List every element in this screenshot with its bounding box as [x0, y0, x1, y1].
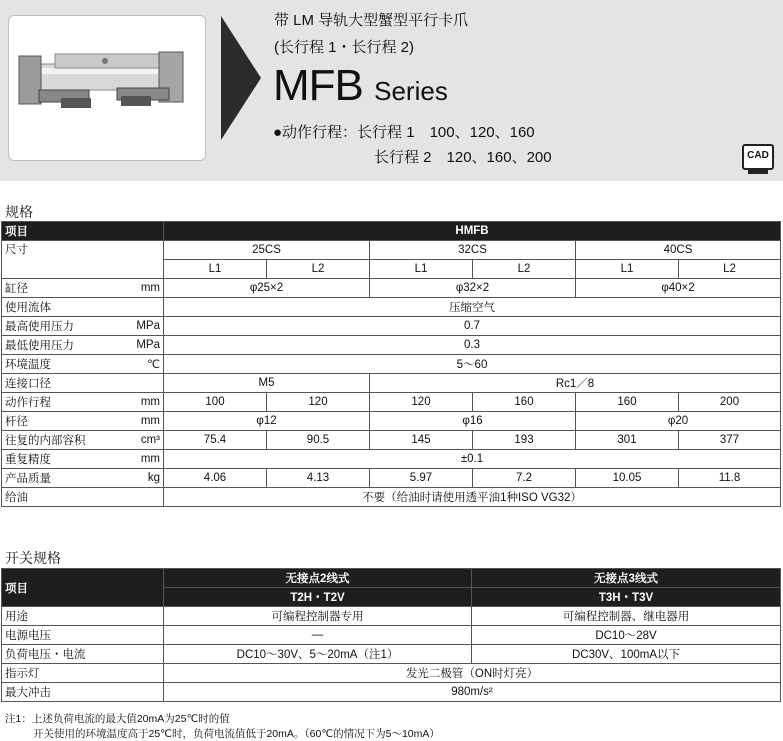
switch-cell: 发光二极管（ON时灯亮） — [164, 664, 781, 683]
spec-row-label: 最高使用压力 — [2, 317, 122, 336]
spec-subcol: L2 — [473, 260, 576, 279]
spec-cell: 11.8 — [679, 469, 781, 488]
spec-row — [2, 450, 781, 469]
spec-row-label: 动作行程 — [2, 393, 122, 412]
spec-row-label: 缸径 — [2, 279, 122, 298]
spec-cell: 5～60 — [164, 355, 781, 374]
spec-subcol: L1 — [370, 260, 473, 279]
spec-row-unit: ℃ — [122, 355, 164, 374]
title-line2: (长行程 1・长行程 2) — [274, 39, 415, 56]
series-main: MFB — [273, 61, 363, 110]
spec-subcol: L2 — [267, 260, 370, 279]
spec-cell: 10.05 — [576, 469, 679, 488]
switch-header-row — [2, 569, 781, 588]
spec-subcol: L1 — [164, 260, 267, 279]
arrow-graphic — [221, 16, 261, 140]
note-1: 注1：上述负荷电流的最大值20mA为25℃时的值 — [5, 713, 230, 725]
spec-cell: 377 — [679, 431, 781, 450]
spec-cell: ±0.1 — [164, 450, 781, 469]
spec-size-label: 尺寸 — [2, 241, 164, 279]
spec-cell: 200 — [679, 393, 781, 412]
spec-row-unit: mm — [122, 450, 164, 469]
spec-row — [2, 374, 781, 393]
switch-row-label: 用途 — [2, 607, 164, 626]
spec-cell: 90.5 — [267, 431, 370, 450]
cad-icon: CAD — [742, 144, 774, 170]
spec-row-label: 给油 — [2, 488, 122, 507]
switch-row-label: 负荷电压・电流 — [2, 645, 164, 664]
spec-subcol: L2 — [679, 260, 781, 279]
stroke-line2: 长行程 2 120、160、200 — [374, 149, 552, 166]
spec-header-row — [2, 222, 781, 241]
spec-size: 32CS — [370, 241, 576, 260]
spec-row-label: 使用流体 — [2, 298, 122, 317]
spec-size-row — [2, 241, 781, 260]
spec-row-unit: MPa — [122, 336, 164, 355]
series-sub: Series — [374, 76, 448, 106]
spec-row — [2, 355, 781, 374]
spec-row — [2, 279, 781, 298]
spec-row-label: 连接口径 — [2, 374, 122, 393]
title-line1: 带 LM 导轨大型蟹型平行卡爪 — [274, 12, 469, 29]
spec-row-unit — [122, 374, 164, 393]
spec-row-unit: MPa — [122, 317, 164, 336]
note-2: 开关使用的环境温度高于25℃时，负荷电流值低于20mA。（60℃的情况下为5～10mA） — [33, 728, 440, 740]
spec-row-label: 杆径 — [2, 412, 122, 431]
spec-row — [2, 412, 781, 431]
spec-cell: 160 — [576, 393, 679, 412]
switch-table — [1, 568, 781, 702]
switch-head-label: 项目 — [2, 569, 164, 607]
spec-cell: 120 — [370, 393, 473, 412]
spec-cell: φ12 — [164, 412, 370, 431]
spec-cell: φ32×2 — [370, 279, 576, 298]
spec-cell: φ25×2 — [164, 279, 370, 298]
spec-cell: 压缩空气 — [164, 298, 781, 317]
switch-row-label: 指示灯 — [2, 664, 164, 683]
spec-row — [2, 469, 781, 488]
spec-model: HMFB — [164, 222, 781, 241]
series-title — [273, 60, 448, 117]
switch-cell: DC10～28V — [472, 626, 781, 645]
spec-row-label: 重复精度 — [2, 450, 122, 469]
spec-size: 40CS — [576, 241, 781, 260]
spec-row-unit — [122, 298, 164, 317]
spec-cell: 0.7 — [164, 317, 781, 336]
switch-cell: — — [164, 626, 472, 645]
spec-subcol: L1 — [576, 260, 679, 279]
spec-cell: Rc1／8 — [370, 374, 781, 393]
spec-row — [2, 298, 781, 317]
switch-col1-title: 无接点2线式 — [164, 569, 472, 588]
switch-cell: DC30V、100mA以下 — [472, 645, 781, 664]
spec-row-label: 产品质量 — [2, 469, 122, 488]
spec-table — [1, 221, 781, 507]
spec-cell: 193 — [473, 431, 576, 450]
switch-col2-title: 无接点3线式 — [472, 569, 781, 588]
switch-row — [2, 683, 781, 702]
spec-cell: 100 — [164, 393, 267, 412]
spec-row — [2, 431, 781, 450]
spec-row-unit: mm — [122, 393, 164, 412]
spec-row-unit: kg — [122, 469, 164, 488]
switch-row — [2, 664, 781, 683]
spec-size: 25CS — [164, 241, 370, 260]
spec-cell: 不要（给油时请使用透平油1种ISO VG32） — [164, 488, 781, 507]
spec-cell: 120 — [267, 393, 370, 412]
spec-body — [2, 279, 781, 507]
product-photo — [8, 15, 206, 161]
switch-cell: DC10～30V、5～20mA（注1） — [164, 645, 472, 664]
spec-row — [2, 488, 781, 507]
spec-cell: M5 — [164, 374, 370, 393]
switch-cell: 可编程控制器专用 — [164, 607, 472, 626]
spec-cell: φ40×2 — [576, 279, 781, 298]
spec-section-title: 规格 — [5, 204, 33, 220]
spec-row — [2, 317, 781, 336]
switch-row-label: 电源电压 — [2, 626, 164, 645]
switch-col1-model: T2H・T2V — [164, 588, 472, 607]
switch-row — [2, 626, 781, 645]
spec-cell: 4.06 — [164, 469, 267, 488]
spec-cell: 301 — [576, 431, 679, 450]
header-band — [0, 0, 783, 181]
switch-cell: 可编程控制器、继电器用 — [472, 607, 781, 626]
spec-cell: 4.13 — [267, 469, 370, 488]
spec-row-label: 环境温度 — [2, 355, 122, 374]
spec-cell: 160 — [473, 393, 576, 412]
spec-cell: 7.2 — [473, 469, 576, 488]
spec-row-unit: mm — [122, 279, 164, 298]
spec-row-label: 最低使用压力 — [2, 336, 122, 355]
switch-row — [2, 607, 781, 626]
spec-row — [2, 336, 781, 355]
spec-cell: φ20 — [576, 412, 781, 431]
spec-cell: 0.3 — [164, 336, 781, 355]
switch-row — [2, 645, 781, 664]
spec-head-label: 项目 — [2, 222, 164, 241]
spec-row — [2, 393, 781, 412]
switch-cell: 980m/s² — [164, 683, 781, 702]
spec-cell: φ16 — [370, 412, 576, 431]
switch-body — [2, 607, 781, 702]
spec-row-unit — [122, 488, 164, 507]
spec-cell: 75.4 — [164, 431, 267, 450]
spec-cell: 145 — [370, 431, 473, 450]
switch-row-label: 最大冲击 — [2, 683, 164, 702]
spec-row-unit: mm — [122, 412, 164, 431]
spec-row-label: 往复的内部容积 — [2, 431, 122, 450]
switch-col2-model: T3H・T3V — [472, 588, 781, 607]
spec-row-unit: cm³ — [122, 431, 164, 450]
switch-section-title: 开关规格 — [5, 550, 61, 566]
spec-cell: 5.97 — [370, 469, 473, 488]
stroke-line1: ●动作行程：长行程 1 100、120、160 — [273, 124, 535, 141]
